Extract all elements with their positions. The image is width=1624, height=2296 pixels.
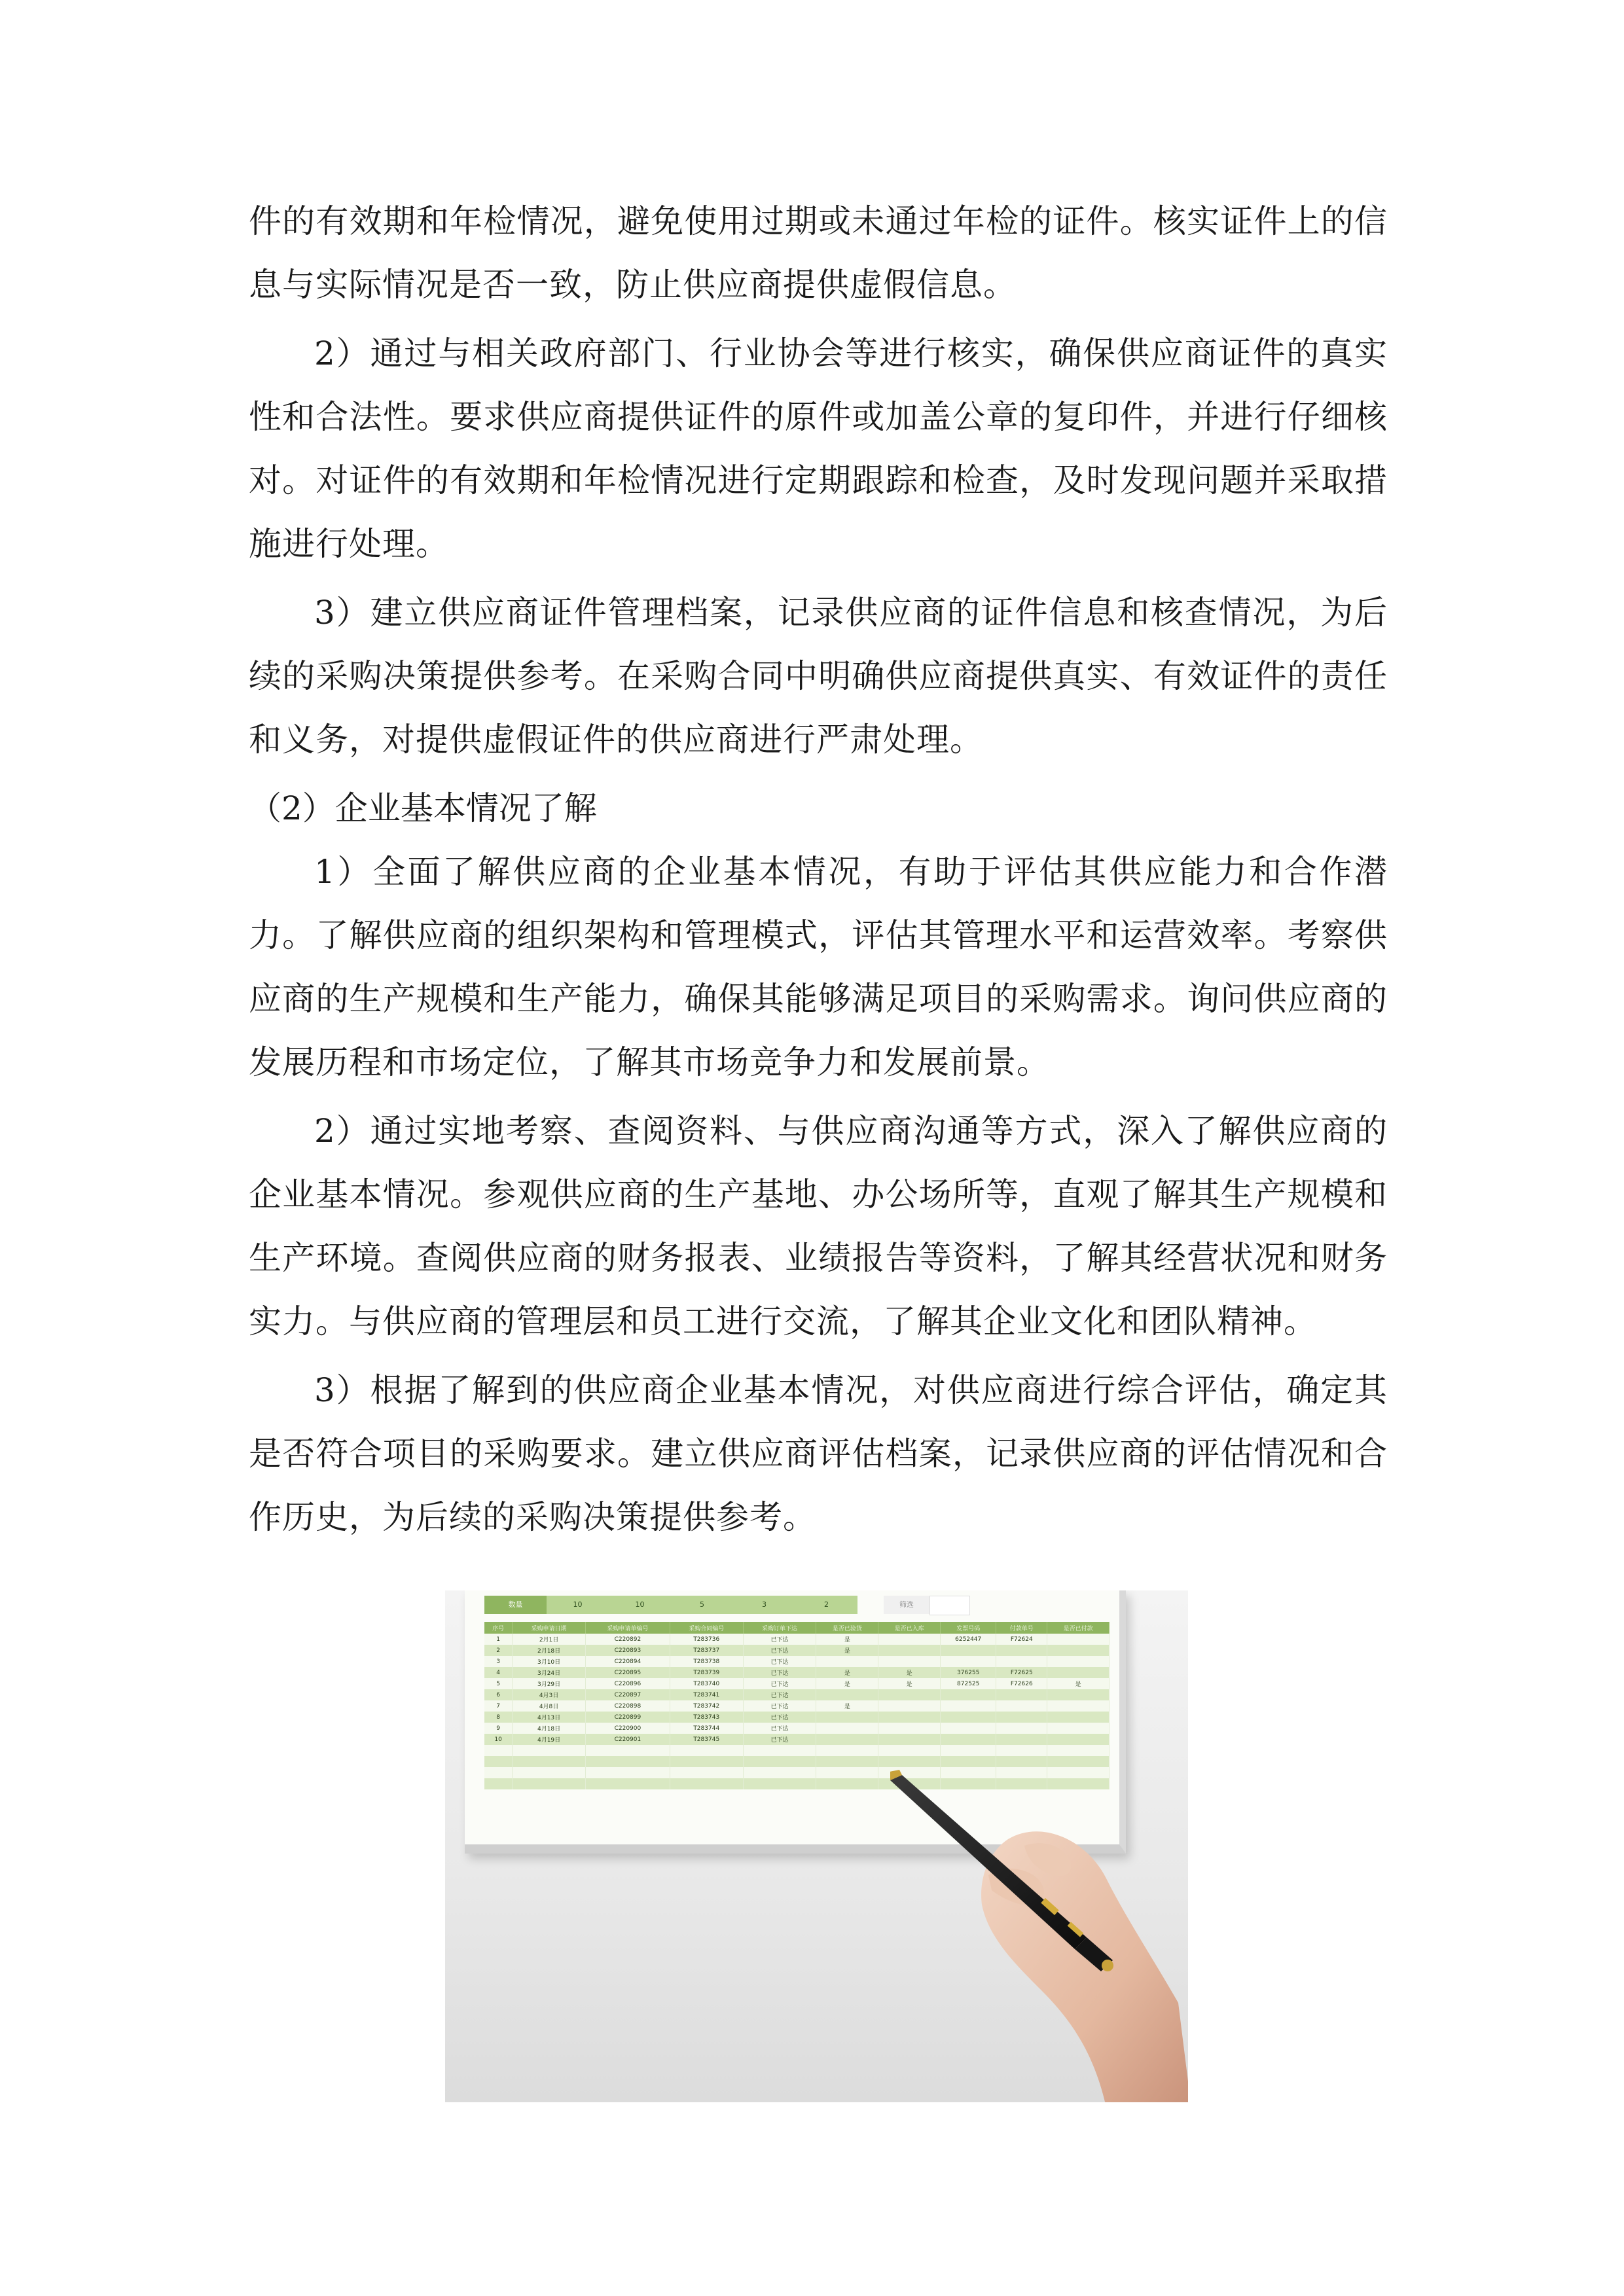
table-cell	[513, 1756, 586, 1767]
column-header: 是否已验货	[816, 1622, 878, 1634]
table-cell: 是	[816, 1667, 878, 1678]
table-cell	[996, 1712, 1047, 1723]
table-cell: 是	[878, 1678, 941, 1689]
table-cell	[513, 1778, 586, 1789]
table-cell	[996, 1689, 1047, 1700]
table-cell: T283737	[670, 1645, 743, 1656]
table-cell: T283739	[670, 1667, 743, 1678]
paragraph-5: 2）通过实地考察、查阅资料、与供应商沟通等方式，深入了解供应商的企业基本情况。参观供应商的生产基地、办公场所等，直观了解其生产规模和生产环境。查阅供应商的财务报表、业绩报告等资料，了解其经营状况和财务实力。与供应商的管理层和员工进行交流，了解其企业文化和团队精神。	[249, 1112, 1388, 1340]
table-cell: 是	[1047, 1678, 1110, 1689]
table-cell	[816, 1656, 878, 1667]
table-cell: 已下达	[743, 1634, 816, 1645]
table-cell	[585, 1756, 670, 1767]
table-cell: 已下达	[743, 1734, 816, 1745]
table-cell: C220898	[585, 1700, 670, 1712]
table-cell: T283740	[670, 1678, 743, 1689]
table-cell	[484, 1745, 513, 1756]
column-header: 是否已付款	[1047, 1622, 1110, 1634]
table-cell	[670, 1756, 743, 1767]
table-cell: F72624	[996, 1634, 1047, 1645]
table-cell: 6	[484, 1689, 513, 1700]
table-cell	[670, 1778, 743, 1789]
column-header: 付款单号	[996, 1622, 1047, 1634]
table-cell: 2月1日	[513, 1634, 586, 1645]
table-cell	[941, 1700, 996, 1712]
table-cell	[941, 1723, 996, 1734]
table-cell: 5	[484, 1678, 513, 1689]
table-cell: 是	[816, 1700, 878, 1712]
table-cell	[1047, 1723, 1110, 1734]
table-cell	[585, 1778, 670, 1789]
table-cell: 8	[484, 1712, 513, 1723]
summary-label: 数量	[484, 1596, 547, 1614]
table-cell	[816, 1756, 878, 1767]
table-cell	[1047, 1700, 1110, 1712]
table-cell	[1047, 1689, 1110, 1700]
table-cell	[513, 1767, 586, 1778]
paragraph-4: 1）全面了解供应商的企业基本情况，有助于评估其供应能力和合作潜力。了解供应商的组织架构和管理模式，评估其管理水平和运营效率。考察供应商的生产规模和生产能力，确保其能够满足项目的采购需求。询问供应商的发展历程和市场定位，了解其市场竞争力和发展前景。	[249, 853, 1388, 1081]
summary-value: 10	[547, 1596, 609, 1614]
table-cell	[484, 1778, 513, 1789]
table-cell: C220896	[585, 1678, 670, 1689]
table-cell: 4月3日	[513, 1689, 586, 1700]
table-cell	[484, 1756, 513, 1767]
table-row	[484, 1645, 1110, 1656]
table-row	[484, 1634, 1110, 1645]
table-cell: 10	[484, 1734, 513, 1745]
table-cell: C220897	[585, 1689, 670, 1700]
table-cell: 3月29日	[513, 1678, 586, 1689]
table-cell	[878, 1645, 941, 1656]
table-cell	[878, 1700, 941, 1712]
table-cell	[1047, 1634, 1110, 1645]
summary-value: 10	[609, 1596, 671, 1614]
table-row	[484, 1656, 1110, 1667]
table-cell	[1047, 1656, 1110, 1667]
table-cell	[513, 1745, 586, 1756]
document-body	[249, 190, 1388, 1554]
table-cell: 已下达	[743, 1723, 816, 1734]
table-row	[484, 1712, 1110, 1723]
table-cell: 4月19日	[513, 1734, 586, 1745]
table-cell	[996, 1723, 1047, 1734]
table-cell	[996, 1700, 1047, 1712]
table-cell: 2	[484, 1645, 513, 1656]
summary-value: 3	[733, 1596, 795, 1614]
table-cell: 9	[484, 1723, 513, 1734]
table-cell	[816, 1767, 878, 1778]
table-cell	[996, 1656, 1047, 1667]
table-cell: F72625	[996, 1667, 1047, 1678]
table-cell: C220895	[585, 1667, 670, 1678]
table-cell: T283741	[670, 1689, 743, 1700]
table-cell	[585, 1767, 670, 1778]
table-cell: 已下达	[743, 1712, 816, 1723]
table-cell: 4	[484, 1667, 513, 1678]
table-cell	[878, 1723, 941, 1734]
table-cell: 3月10日	[513, 1656, 586, 1667]
table-cell	[816, 1745, 878, 1756]
table-cell	[996, 1645, 1047, 1656]
table-cell	[816, 1689, 878, 1700]
table-cell	[484, 1767, 513, 1778]
table-cell: C220893	[585, 1645, 670, 1656]
table-cell: C220899	[585, 1712, 670, 1723]
table-cell	[941, 1645, 996, 1656]
column-header: 采购申请单编号	[585, 1622, 670, 1634]
column-header: 采购申请日期	[513, 1622, 586, 1634]
paragraph-6: 3）根据了解到的供应商企业基本情况，对供应商进行综合评估，确定其是否符合项目的采购要求。建立供应商评估档案，记录供应商的评估情况和合作历史，为后续的采购决策提供参考。	[249, 1371, 1388, 1536]
table-cell: 4月13日	[513, 1712, 586, 1723]
table-header-row	[484, 1622, 1110, 1634]
table-cell	[1047, 1712, 1110, 1723]
filter-label: 筛选	[884, 1596, 929, 1614]
table-cell: 是	[816, 1645, 878, 1656]
table-row	[484, 1667, 1110, 1678]
table-cell	[743, 1778, 816, 1789]
table-cell	[743, 1745, 816, 1756]
figure-photo	[445, 1590, 1188, 2102]
table-cell: 6252447	[941, 1634, 996, 1645]
table-cell: C220892	[585, 1634, 670, 1645]
table-cell: 376255	[941, 1667, 996, 1678]
table-cell	[816, 1734, 878, 1745]
section-heading: （2）企业基本情况了解	[249, 789, 597, 827]
table-cell	[670, 1745, 743, 1756]
table-cell	[878, 1712, 941, 1723]
summary-value: 2	[795, 1596, 857, 1614]
table-cell	[878, 1689, 941, 1700]
table-cell: C220901	[585, 1734, 670, 1745]
table-cell	[941, 1656, 996, 1667]
table-cell	[878, 1656, 941, 1667]
paragraph-2: 2）通过与相关政府部门、行业协会等进行核实，确保供应商证件的真实性和合法性。要求供应商提供证件的原件或加盖公章的复印件，并进行仔细核对。对证件的有效期和年检情况进行定期跟踪和检查，及时发现问题并采取措施进行处理。	[249, 334, 1388, 563]
column-header: 采购订单下达	[743, 1622, 816, 1634]
table-cell: C220900	[585, 1723, 670, 1734]
table-cell	[1047, 1645, 1110, 1656]
summary-value: 5	[671, 1596, 733, 1614]
table-cell: 872525	[941, 1678, 996, 1689]
table-cell: 4月18日	[513, 1723, 586, 1734]
table-cell: 已下达	[743, 1678, 816, 1689]
column-header: 是否已入库	[878, 1622, 941, 1634]
table-cell	[941, 1689, 996, 1700]
table-cell: 已下达	[743, 1700, 816, 1712]
table-cell: T283743	[670, 1712, 743, 1723]
filter-box	[929, 1596, 970, 1615]
table-cell: 2月18日	[513, 1645, 586, 1656]
paragraph-3: 3）建立供应商证件管理档案，记录供应商的证件信息和核查情况，为后续的采购决策提供参考。在采购合同中明确供应商提供真实、有效证件的责任和义务，对提供虚假证件的供应商进行严肃处理。	[249, 594, 1388, 759]
table-cell	[816, 1778, 878, 1789]
table-cell	[585, 1745, 670, 1756]
table-cell: 1	[484, 1634, 513, 1645]
table-cell	[878, 1634, 941, 1645]
table-cell: 是	[816, 1678, 878, 1689]
summary-gap	[857, 1596, 884, 1614]
column-header: 发票号码	[941, 1622, 996, 1634]
table-row	[484, 1678, 1110, 1689]
column-header: 采购合同编号	[670, 1622, 743, 1634]
table-cell: 7	[484, 1700, 513, 1712]
table-row	[484, 1700, 1110, 1712]
table-cell: 3	[484, 1656, 513, 1667]
table-cell: 已下达	[743, 1645, 816, 1656]
column-header: 序号	[484, 1622, 513, 1634]
table-cell: 已下达	[743, 1656, 816, 1667]
table-cell: T283745	[670, 1734, 743, 1745]
table-cell: 3月24日	[513, 1667, 586, 1678]
summary-bar	[484, 1596, 1110, 1615]
table-cell: T283742	[670, 1700, 743, 1712]
table-cell: 是	[816, 1634, 878, 1645]
table-cell	[941, 1712, 996, 1723]
table-row	[484, 1723, 1110, 1734]
table-cell	[670, 1767, 743, 1778]
table-cell: 已下达	[743, 1667, 816, 1678]
table-cell	[743, 1767, 816, 1778]
table-cell: T283736	[670, 1634, 743, 1645]
table-cell: 是	[878, 1667, 941, 1678]
paragraph-1: 件的有效期和年检情况，避免使用过期或未通过年检的证件。核实证件上的信息与实际情况是否一致，防止供应商提供虚假信息。	[249, 202, 1388, 304]
table-cell: 4月8日	[513, 1700, 586, 1712]
table-cell	[816, 1712, 878, 1723]
table-cell: T283744	[670, 1723, 743, 1734]
table-cell: F72626	[996, 1678, 1047, 1689]
table-cell	[1047, 1667, 1110, 1678]
table-cell	[743, 1756, 816, 1767]
table-cell: C220894	[585, 1656, 670, 1667]
table-cell	[816, 1723, 878, 1734]
table-cell: T283738	[670, 1656, 743, 1667]
table-row	[484, 1689, 1110, 1700]
table-cell: 已下达	[743, 1689, 816, 1700]
hand-with-pen-icon	[890, 1741, 1188, 2102]
